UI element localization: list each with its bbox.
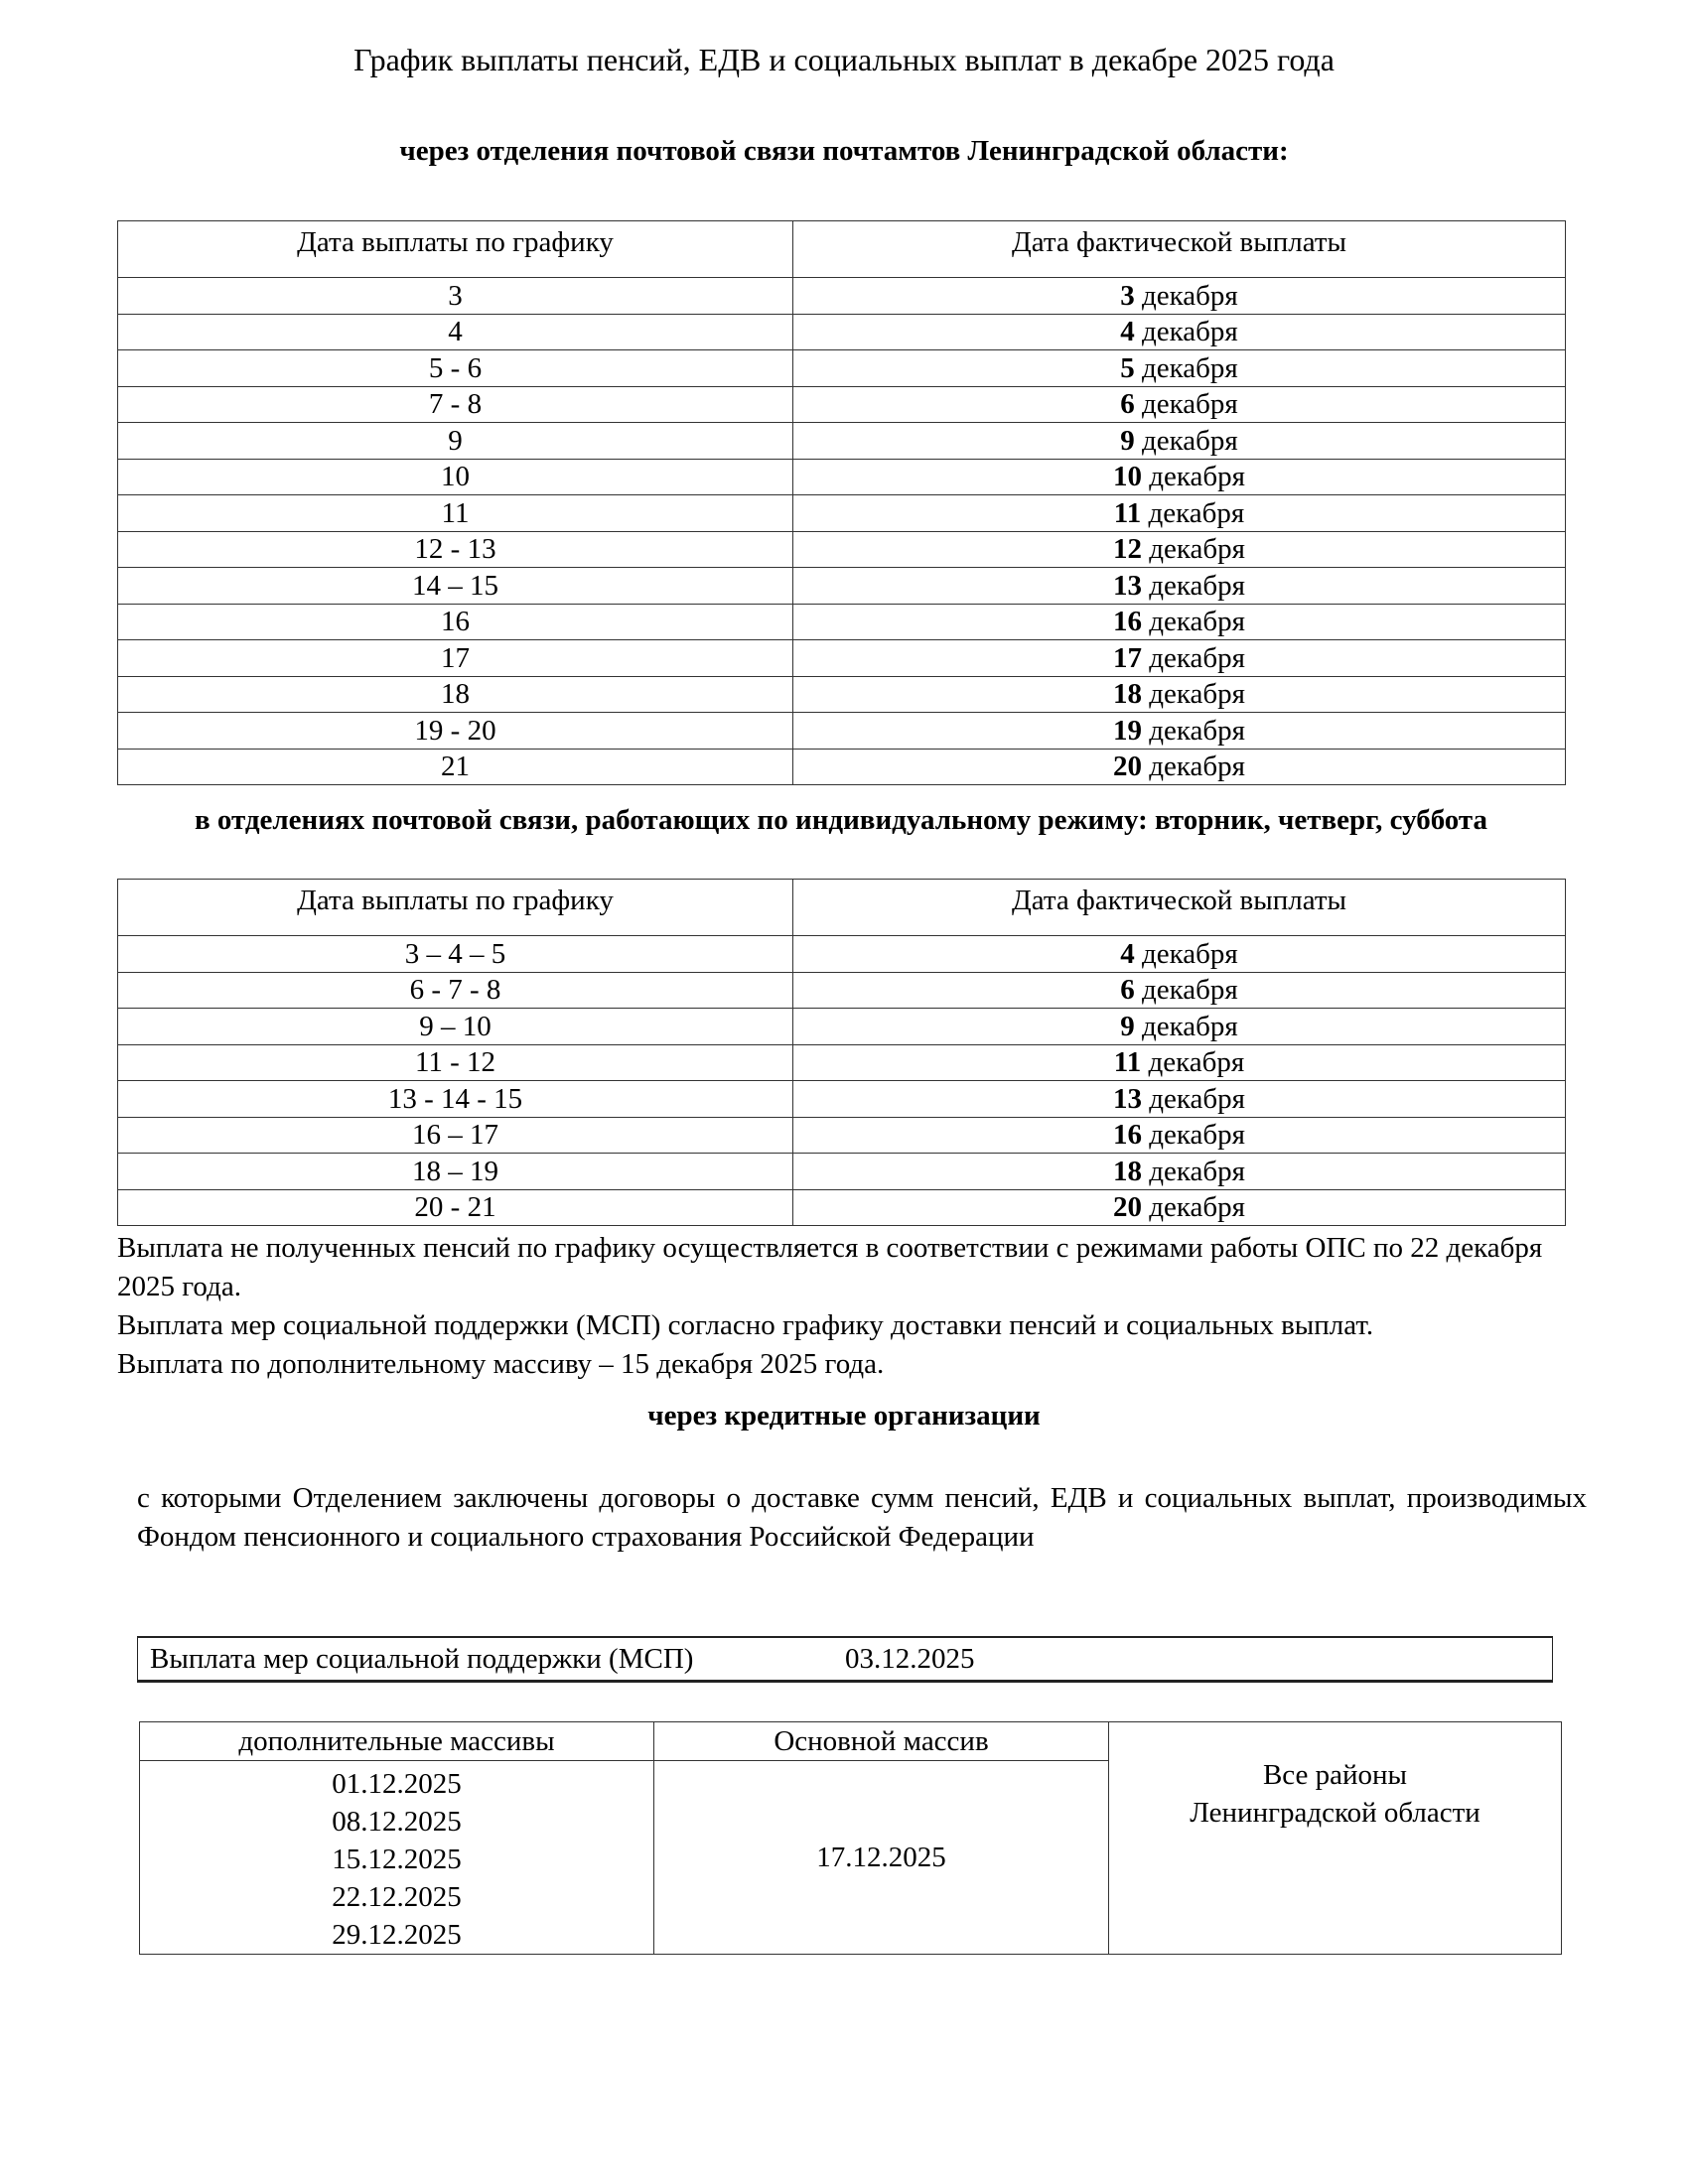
- actual-day: 6: [1120, 388, 1135, 421]
- region-line-1: Все районы: [1262, 1759, 1408, 1791]
- scheduled-date-cell: 9 – 10: [118, 1009, 793, 1045]
- actual-date-cell: [793, 314, 1566, 350]
- actual-day: 3: [1120, 279, 1135, 312]
- scheduled-date-cell: 5 - 6: [118, 350, 793, 387]
- table-row: [118, 1117, 1566, 1154]
- scheduled-date-cell: 16: [118, 604, 793, 640]
- additional-date: 15.12.2025: [332, 1843, 462, 1875]
- table-row: [118, 604, 1566, 640]
- note-msp-payment: Выплата мер социальной поддержки (МСП) согласно графику доставки пенсий и социальных выплат.: [117, 1309, 1374, 1341]
- actual-day: 17: [1113, 641, 1142, 674]
- actual-date-cell: [793, 278, 1566, 315]
- actual-day: 11: [1113, 496, 1142, 529]
- actual-month: декабря: [1134, 388, 1238, 421]
- table-row: [118, 423, 1566, 460]
- actual-date-cell: [793, 495, 1566, 532]
- actual-month: декабря: [1142, 641, 1245, 674]
- actual-month: декабря: [1142, 1191, 1245, 1224]
- actual-day: 18: [1113, 1155, 1142, 1187]
- scheduled-date-cell: 20 - 21: [118, 1189, 793, 1226]
- main-array-date: 17.12.2025: [654, 1761, 1109, 1955]
- actual-month: декабря: [1141, 1046, 1245, 1079]
- actual-month: декабря: [1142, 1119, 1245, 1152]
- additional-date: 08.12.2025: [332, 1806, 462, 1838]
- scheduled-date-cell: 9: [118, 423, 793, 460]
- table-row: [118, 936, 1566, 973]
- table-row: [118, 1154, 1566, 1190]
- actual-month: декабря: [1142, 461, 1245, 493]
- scheduled-date-cell: 11: [118, 495, 793, 532]
- actual-date-cell: [793, 604, 1566, 640]
- credit-orgs-heading: через кредитные организации: [647, 1400, 1041, 1432]
- scheduled-date-cell: 17: [118, 640, 793, 677]
- scheduled-date-cell: 10: [118, 459, 793, 495]
- scheduled-date-cell: 12 - 13: [118, 531, 793, 568]
- additional-date: 01.12.2025: [332, 1768, 462, 1800]
- actual-date-cell: [793, 459, 1566, 495]
- actual-date-cell: [793, 568, 1566, 605]
- additional-dates-cell: [140, 1761, 654, 1955]
- header-scheduled-date: Дата выплаты по графику: [118, 221, 793, 278]
- region-cell: [1109, 1722, 1562, 1955]
- table-row: [118, 278, 1566, 315]
- actual-month: декабря: [1142, 1155, 1245, 1187]
- scheduled-date-cell: 16 – 17: [118, 1117, 793, 1154]
- actual-date-cell: [793, 1154, 1566, 1190]
- credit-orgs-description: с которыми Отделением заключены договоры о доставке сумм пенсий, ЕДВ и социальных выплат, производимых Фондом пенсионного и социального страхования Российской Федерации: [137, 1482, 1587, 1553]
- scheduled-date-cell: 18 – 19: [118, 1154, 793, 1190]
- actual-month: декабря: [1134, 1010, 1238, 1042]
- actual-month: декабря: [1142, 569, 1245, 602]
- actual-day: 4: [1120, 316, 1135, 348]
- table-header-row: [118, 880, 1566, 936]
- scheduled-date-cell: 6 - 7 - 8: [118, 972, 793, 1009]
- actual-day: 20: [1113, 1191, 1142, 1224]
- additional-date: 29.12.2025: [332, 1919, 462, 1951]
- actual-month: декабря: [1134, 351, 1238, 384]
- actual-date-cell: [793, 972, 1566, 1009]
- actual-date-cell: [793, 1009, 1566, 1045]
- actual-month: декабря: [1142, 751, 1245, 783]
- additional-date: 22.12.2025: [332, 1881, 462, 1913]
- actual-month: декабря: [1141, 496, 1245, 529]
- actual-date-cell: [793, 423, 1566, 460]
- scheduled-date-cell: 11 - 12: [118, 1044, 793, 1081]
- actual-date-cell: [793, 1189, 1566, 1226]
- actual-day: 16: [1113, 1119, 1142, 1152]
- scheduled-date-cell: 14 – 15: [118, 568, 793, 605]
- scheduled-date-cell: 3: [118, 278, 793, 315]
- table-row: [118, 972, 1566, 1009]
- notes-block: [117, 1229, 1607, 1384]
- header-scheduled-date: Дата выплаты по графику: [118, 880, 793, 936]
- region-line-2: Ленинградской области: [1190, 1797, 1480, 1829]
- actual-day: 13: [1113, 569, 1142, 602]
- actual-day: 11: [1113, 1046, 1142, 1079]
- table-row: [118, 640, 1566, 677]
- actual-month: декабря: [1142, 606, 1245, 638]
- table-row: [118, 495, 1566, 532]
- actual-month: декабря: [1134, 316, 1238, 348]
- table-row: [118, 531, 1566, 568]
- actual-month: декабря: [1134, 974, 1238, 1007]
- msp-payment-box: [137, 1636, 1553, 1683]
- actual-day: 12: [1113, 533, 1142, 566]
- table-row: [118, 676, 1566, 713]
- credit-schedule-table: [139, 1721, 1562, 1955]
- actual-month: декабря: [1134, 279, 1238, 312]
- actual-date-cell: [793, 676, 1566, 713]
- table-row: [118, 1009, 1566, 1045]
- document-title: График выплаты пенсий, ЕДВ и социальных выплат в декабре 2025 года: [353, 42, 1335, 77]
- scheduled-date-cell: 7 - 8: [118, 386, 793, 423]
- actual-day: 13: [1113, 1082, 1142, 1115]
- header-actual-date: Дата фактической выплаты: [793, 880, 1566, 936]
- scheduled-date-cell: 19 - 20: [118, 713, 793, 750]
- actual-month: декабря: [1142, 678, 1245, 711]
- actual-day: 6: [1120, 974, 1135, 1007]
- actual-date-cell: [793, 640, 1566, 677]
- table-row: [118, 1189, 1566, 1226]
- actual-day: 9: [1120, 424, 1135, 457]
- msp-label: Выплата мер социальной поддержки (МСП): [150, 1643, 694, 1675]
- actual-month: декабря: [1142, 714, 1245, 747]
- actual-day: 20: [1113, 751, 1142, 783]
- table-row: [118, 350, 1566, 387]
- actual-date-cell: [793, 386, 1566, 423]
- actual-date-cell: [793, 531, 1566, 568]
- actual-month: декабря: [1142, 533, 1245, 566]
- table-row: [118, 459, 1566, 495]
- table-row: [118, 1044, 1566, 1081]
- individual-mode-heading: в отделениях почтовой связи, работающих по индивидуальному режиму: вторник, четверг, суббота: [194, 804, 1488, 836]
- header-additional-arrays: дополнительные массивы: [140, 1722, 654, 1761]
- actual-date-cell: [793, 936, 1566, 973]
- scheduled-date-cell: 3 – 4 – 5: [118, 936, 793, 973]
- actual-day: 10: [1113, 461, 1142, 493]
- actual-day: 4: [1120, 937, 1135, 970]
- actual-date-cell: [793, 350, 1566, 387]
- actual-day: 5: [1120, 351, 1135, 384]
- actual-day: 9: [1120, 1010, 1135, 1042]
- actual-date-cell: [793, 749, 1566, 785]
- table-row: [118, 568, 1566, 605]
- scheduled-date-cell: 18: [118, 676, 793, 713]
- table-row: [118, 749, 1566, 785]
- actual-day: 18: [1113, 678, 1142, 711]
- msp-date: 03.12.2025: [845, 1643, 975, 1675]
- actual-month: декабря: [1134, 937, 1238, 970]
- actual-month: декабря: [1142, 1082, 1245, 1115]
- note-additional-array: Выплата по дополнительному массиву – 15 декабря 2025 года.: [117, 1348, 885, 1380]
- scheduled-date-cell: 4: [118, 314, 793, 350]
- actual-date-cell: [793, 713, 1566, 750]
- note-unreceived-pensions: Выплата не полученных пенсий по графику осуществляется в соответствии с режимами работы ОПС по 22 декабря 2025 года.: [117, 1232, 1543, 1302]
- regular-schedule-table: [117, 220, 1566, 785]
- actual-date-cell: [793, 1081, 1566, 1118]
- table-row: [118, 386, 1566, 423]
- actual-day: 16: [1113, 606, 1142, 638]
- actual-date-cell: [793, 1044, 1566, 1081]
- header-actual-date: Дата фактической выплаты: [793, 221, 1566, 278]
- scheduled-date-cell: 21: [118, 749, 793, 785]
- actual-date-cell: [793, 1117, 1566, 1154]
- table-row: [118, 713, 1566, 750]
- table-row: [118, 314, 1566, 350]
- header-main-array: Основной массив: [654, 1722, 1109, 1761]
- actual-month: декабря: [1134, 424, 1238, 457]
- table-header-row: [118, 221, 1566, 278]
- actual-day: 19: [1113, 714, 1142, 747]
- post-offices-heading: через отделения почтовой связи почтамтов Ленинградской области:: [399, 135, 1289, 167]
- scheduled-date-cell: 13 - 14 - 15: [118, 1081, 793, 1118]
- individual-schedule-table: [117, 879, 1566, 1226]
- table-row: [118, 1081, 1566, 1118]
